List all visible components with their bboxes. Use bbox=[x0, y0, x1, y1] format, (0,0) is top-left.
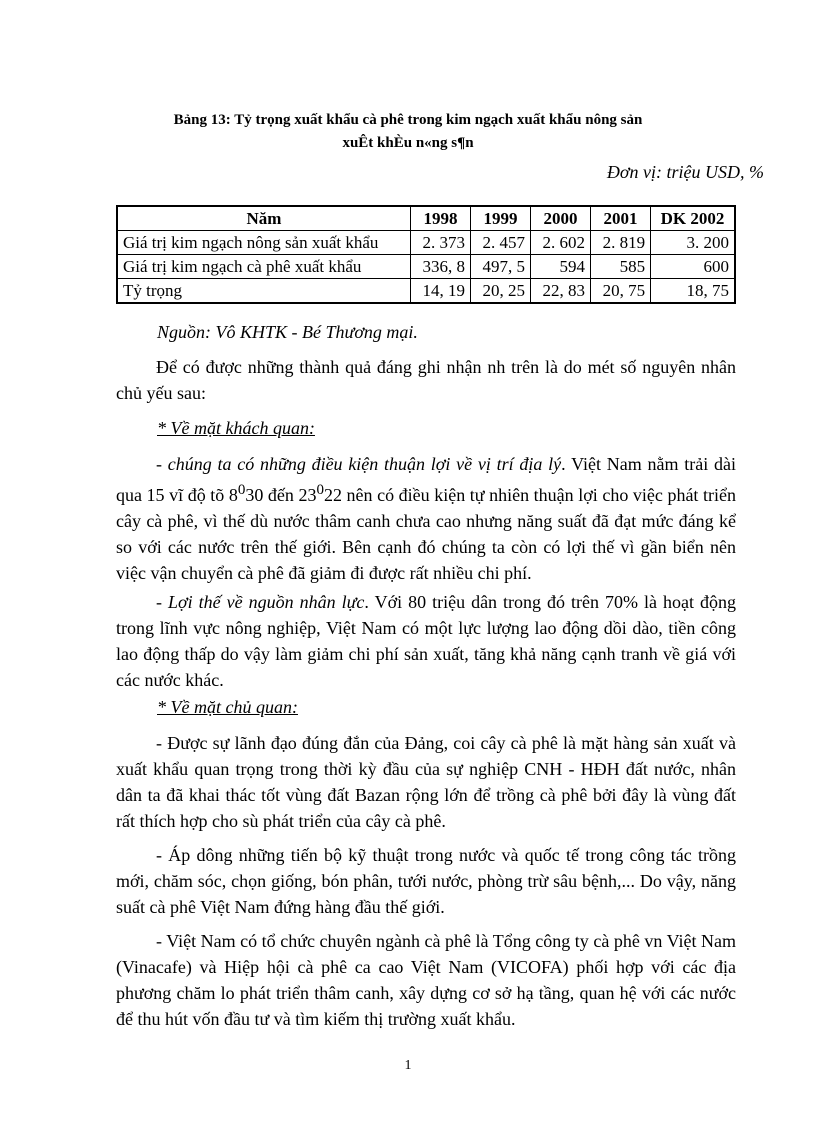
table-caption-line1: Bảng 13: Tỷ trọng xuất khẩu cà phê trong kim ngạch xuất khẩu nông sản bbox=[173, 112, 643, 128]
intro-paragraph: Để có được những thành quả đáng ghi nhận nh trên là do mét số nguyên nhân chủ yếu sau: bbox=[116, 357, 736, 403]
objective-paragraph-1 bbox=[116, 451, 736, 586]
row-label: Giá trị kim ngạch nông sản xuất khẩu bbox=[117, 231, 411, 255]
table-cell: 22, 83 bbox=[531, 279, 591, 304]
unit-note: Đơn vị: triệu USD, % bbox=[606, 162, 764, 182]
table-cell: 3. 200 bbox=[651, 231, 735, 255]
table-cell: 20, 75 bbox=[591, 279, 651, 304]
export-share-table bbox=[116, 205, 736, 304]
table-caption-line2: xuÊt khÈu n«ng s¶n bbox=[342, 135, 474, 151]
degree-superscript: 0 bbox=[316, 482, 324, 498]
table-cell: 20, 25 bbox=[471, 279, 531, 304]
objective-heading: * Về mặt khách quan: bbox=[157, 418, 315, 438]
header-year: Năm bbox=[117, 206, 411, 231]
row-label: Tỷ trọng bbox=[117, 279, 411, 304]
table-header-row bbox=[117, 206, 735, 231]
objective-p1-text-b: 30 đến 23 bbox=[245, 485, 317, 505]
header-2000: 2000 bbox=[531, 206, 591, 231]
objective-p1-text-a: . Việt Nam nằm trải dài qua 15 vĩ độ tõ 8 bbox=[116, 454, 736, 505]
table-cell: 2. 602 bbox=[531, 231, 591, 255]
table-row bbox=[117, 279, 735, 304]
table-cell: 2. 457 bbox=[471, 231, 531, 255]
table-cell: 2. 819 bbox=[591, 231, 651, 255]
objective-p2-lead: - Lợi thế về nguồn nhân lực bbox=[156, 592, 365, 612]
table-cell: 336, 8 bbox=[411, 255, 471, 279]
table-cell: 585 bbox=[591, 255, 651, 279]
subjective-paragraph-1: - Được sự lãnh đạo đúng đắn của Đảng, coi cây cà phê là mặt hàng sản xuất và xuất khẩu quan trọng trong thời kỳ đầu của sự nghiệp CNH - HĐH đất nước, nhân dân ta đã khai thác tốt vùng đất Bazan rộng lớn để trồng cà phê bởi đây là vùng đất rất thích hợp cho sù phát triển của cây cà phê. bbox=[116, 733, 736, 831]
table-cell: 18, 75 bbox=[651, 279, 735, 304]
table-cell: 497, 5 bbox=[471, 255, 531, 279]
objective-p2-text: . Với 80 triệu dân trong đó trên 70% là hoạt động trong lĩnh vực nông nghiệp, Việt Nam có một lực lượng lao động dồi dào, tiền công lao động thấp do vậy làm giảm chi phí sản xuất, tăng khả năng cạnh tranh về giá với các nước khác. bbox=[116, 592, 737, 690]
objective-p1-lead: - chúng ta có những điều kiện thuận lợi về vị trí địa lý bbox=[156, 454, 562, 474]
subjective-paragraph-2: - Áp dông những tiến bộ kỹ thuật trong nước và quốc tế trong công tác trồng mới, chăm sóc, chọn giống, bón phân, tưới nước, phòng trừ sâu bệnh,... Do vậy, năng suất cà phê Việt Nam đứng hàng đầu thế giới. bbox=[116, 845, 736, 917]
table-cell: 14, 19 bbox=[411, 279, 471, 304]
row-label: Giá trị kim ngạch cà phê xuất khẩu bbox=[117, 255, 411, 279]
table-row bbox=[117, 231, 735, 255]
table-cell: 600 bbox=[651, 255, 735, 279]
page-number: 1 bbox=[404, 1058, 412, 1073]
table-row bbox=[117, 255, 735, 279]
table-cell: 594 bbox=[531, 255, 591, 279]
header-2001: 2001 bbox=[591, 206, 651, 231]
objective-p1-text-c: 22 nên có điều kiện tự nhiên thuận lợi cho việc phát triển cây cà phê, vì thế dù nước thâm canh chưa cao nhưng năng suất đã đạt mức đáng kể so với các nước trên thế giới. Bên cạnh đó chúng ta còn có lợi thế vì gần biển nên việc vận chuyển cà phê đã giảm đi được rất nhiều chi phí. bbox=[116, 485, 736, 583]
objective-paragraph-2 bbox=[116, 589, 736, 693]
header-dk2002: DK 2002 bbox=[651, 206, 735, 231]
subjective-paragraph-3: - Việt Nam có tổ chức chuyên ngành cà phê là Tổng công ty cà phê vn Việt Nam (Vinacafe) và Hiệp hội cà phê ca cao Việt Nam (VICOFA) phối hợp với các địa phương chăm lo phát triển thâm canh, xây dựng cơ sở hạ tầng, quan hệ với các nước để thu hút vốn đầu tư và tìm kiếm thị trường xuất khẩu. bbox=[116, 931, 736, 1029]
degree-superscript: 0 bbox=[237, 482, 246, 498]
header-1998: 1998 bbox=[411, 206, 471, 231]
source-note: Nguồn: Vô KHTK - Bé Thương mại. bbox=[157, 322, 418, 342]
header-1999: 1999 bbox=[471, 206, 531, 231]
table-cell: 2. 373 bbox=[411, 231, 471, 255]
subjective-heading: * Về mặt chủ quan: bbox=[157, 697, 298, 717]
